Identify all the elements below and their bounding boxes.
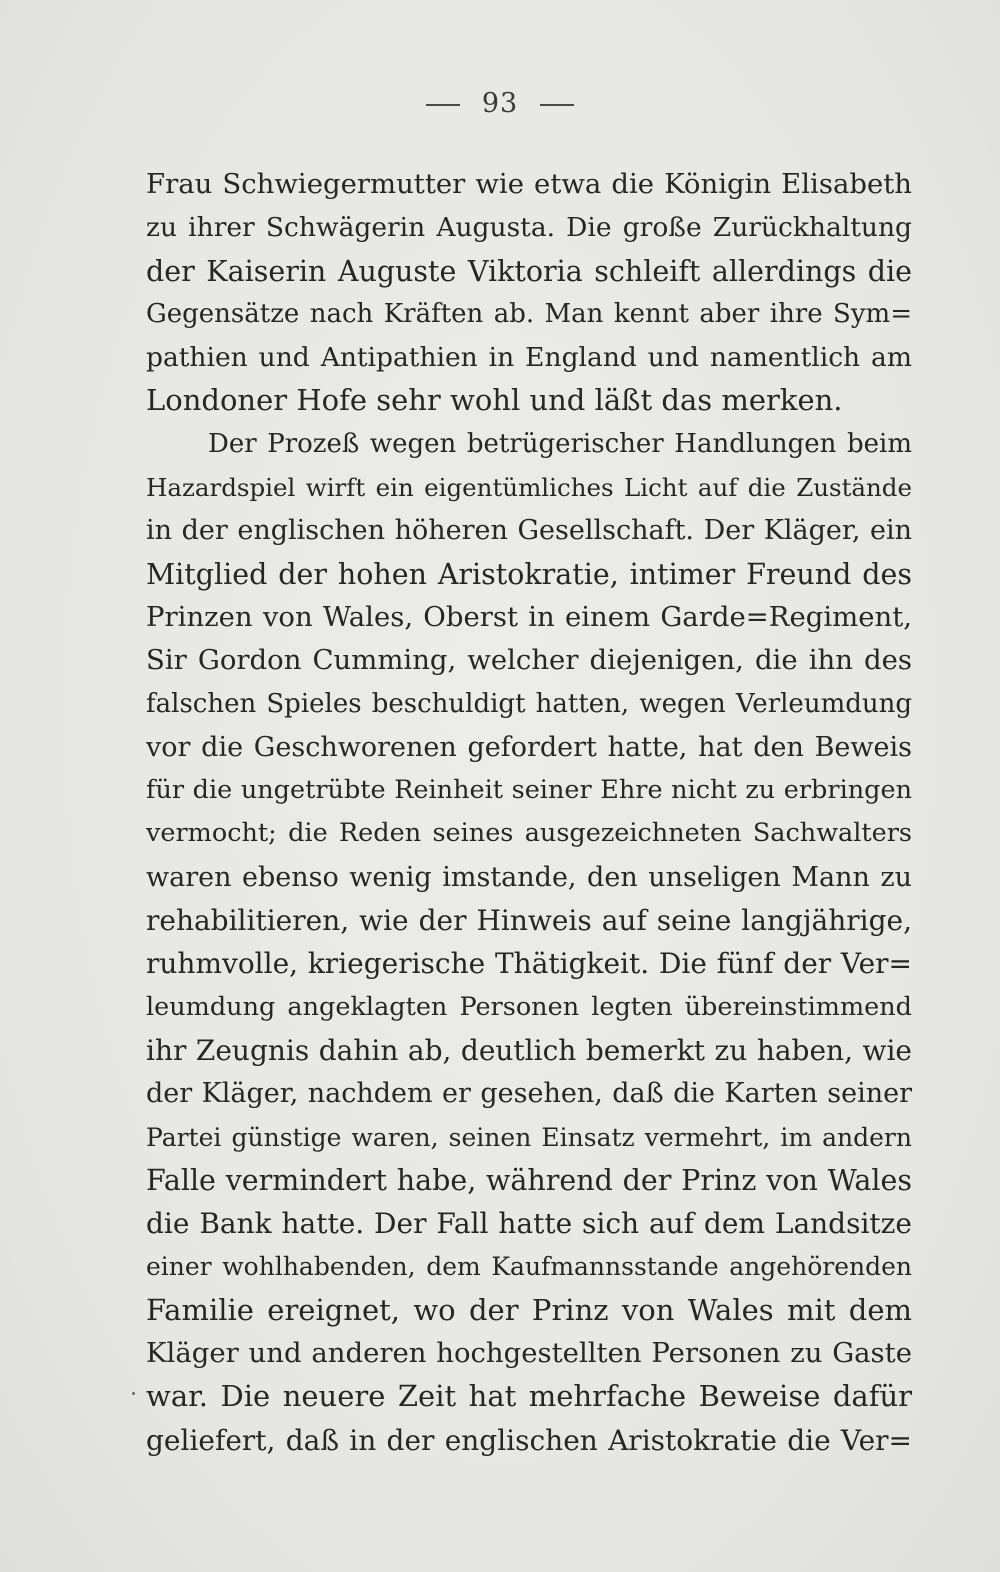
text-line: der Kläger, nachdem er gesehen, daß die Karten seiner xyxy=(146,1078,912,1110)
text-line: Mitglied der hohen Aristokratie, intimer Freund des xyxy=(146,557,912,591)
text-line: ruhmvolle, kriegerische Thätigkeit. Die fünf der Ver= xyxy=(146,947,912,981)
text-line: für die ungetrübte Reinheit seiner Ehre nicht zu erbringen xyxy=(146,775,912,806)
text-line: Partei günstige waren, seinen Einsatz vermehrt, im andern xyxy=(146,1122,912,1152)
text-line: die Bank hatte. Der Fall hatte sich auf dem Landsitze xyxy=(146,1207,912,1241)
text-line: vermocht; die Reden seines ausgezeichneten Sachwalters xyxy=(146,818,912,849)
text-line: ihr Zeugnis dahin ab, deutlich bemerkt zu haben, wie xyxy=(146,1033,912,1067)
text-line: vor die Geschworenen gefordert hatte, hat den Beweis xyxy=(146,731,912,763)
text-line: einer wohlhabenden, dem Kaufmannsstande angehörenden xyxy=(146,1252,912,1282)
text-line: pathien und Antipathien in England und namentlich am xyxy=(146,342,912,374)
text-line: Hazardspiel wirft ein eigentümliches Licht auf die Zustände xyxy=(146,473,912,503)
text-line: Kläger und anderen hochgestellten Personen zu Gaste xyxy=(146,1337,912,1370)
right-dash xyxy=(540,104,574,106)
text-line: Familie ereignet, wo der Prinz von Wales mit dem xyxy=(146,1292,912,1327)
text-line: Falle vermindert habe, während der Prinz von Wales xyxy=(146,1163,912,1197)
ink-speck xyxy=(132,1392,135,1395)
text-line: Frau Schwiegermutter wie etwa die Königin Elisabeth xyxy=(146,168,912,200)
text-line: falschen Spieles beschuldigt hatten, wegen Verleumdung xyxy=(146,688,912,719)
left-dash xyxy=(426,104,460,106)
page-number: 93 xyxy=(481,88,519,119)
text-line: zu ihrer Schwägerin Augusta. Die große Zurückhaltung xyxy=(146,212,912,244)
text-line: rehabilitieren, wie der Hinweis auf seine langjährige, xyxy=(146,904,912,938)
text-line: waren ebenso wenig imstande, den unseligen Mann zu xyxy=(146,861,912,893)
body-text xyxy=(146,163,912,1462)
text-line: leumdung angeklagten Personen legten übereinstimmend xyxy=(146,991,912,1022)
text-line: Sir Gordon Cumming, welcher diejenigen, die ihn des xyxy=(146,644,912,677)
page-number-header xyxy=(0,88,1000,119)
text-line: war. Die neuere Zeit hat mehrfache Beweise dafür xyxy=(146,1379,912,1414)
text-line: Londoner Hofe sehr wohl und läßt das merken. xyxy=(146,383,843,418)
text-line: Prinzen von Wales, Oberst in einem Garde=Regiment, xyxy=(146,600,912,633)
text-line: Der Prozeß wegen betrügerischer Handlungen beim xyxy=(208,428,912,459)
text-line: Gegensätze nach Kräften ab. Man kennt aber ihre Sym= xyxy=(146,298,912,329)
text-line: in der englischen höheren Gesellschaft. Der Kläger, ein xyxy=(146,515,912,547)
text-line: geliefert, daß in der englischen Aristokratie die Ver= xyxy=(146,1423,912,1457)
text-line: der Kaiserin Auguste Viktoria schleift allerdings die xyxy=(146,254,912,288)
